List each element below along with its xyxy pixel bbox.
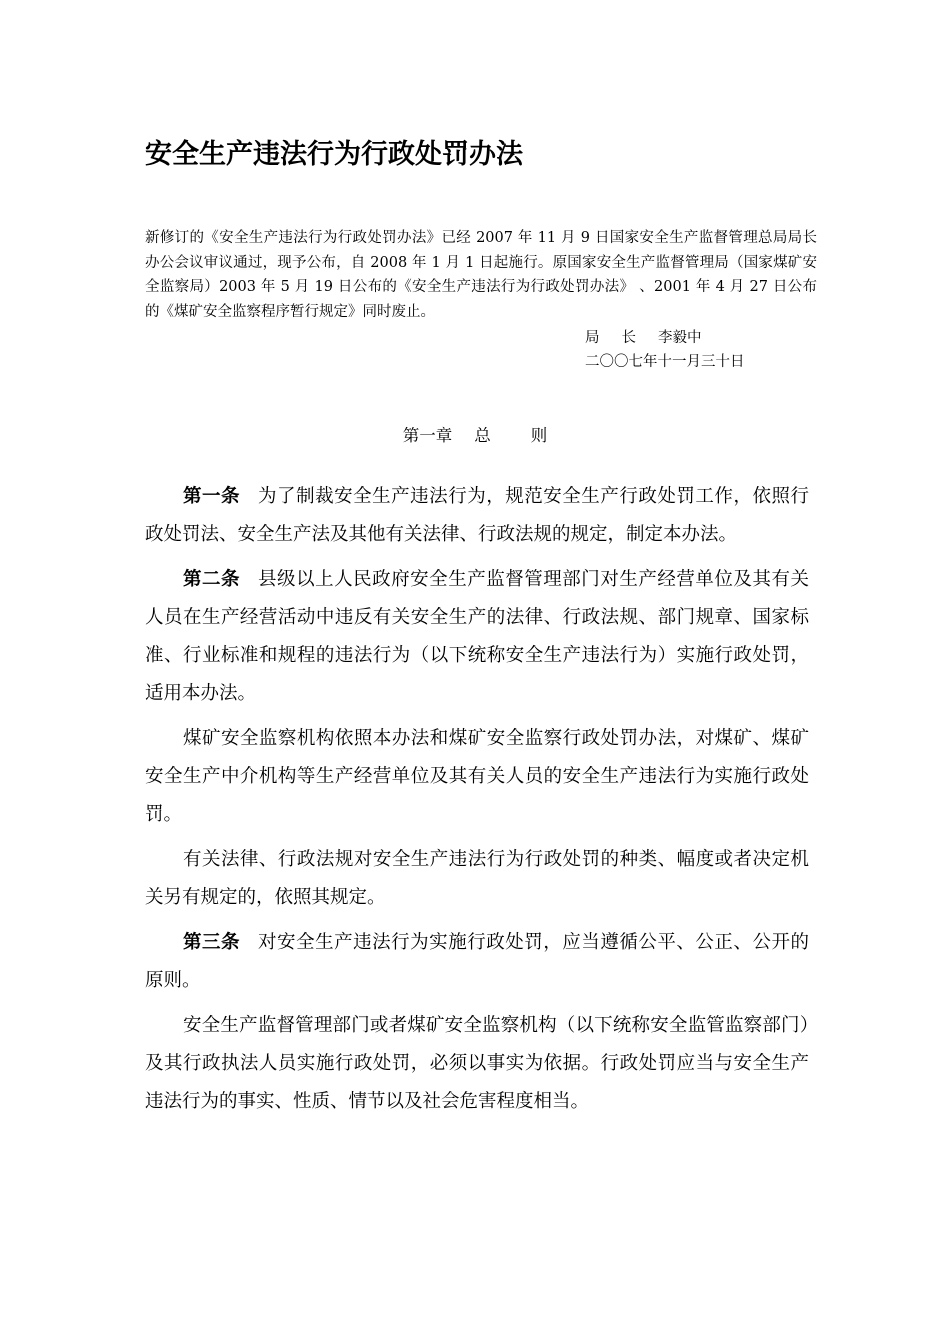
signature-role-part1: 局: [585, 330, 600, 346]
article-paragraph: [145, 478, 809, 554]
signature-block: [585, 326, 702, 350]
article-number: 第三条: [183, 932, 241, 953]
chapter-title-part1: 总: [474, 426, 491, 445]
preamble-notice: 新修订的《安全生产违法行为行政处罚办法》已经 2007 年 11 月 9 日国家安全生产监督管理总局局长办公会议审议通过，现予公布，自 2008 年 1 月 1 日起施行。原国家安全生产监督管理局（国家煤矿安全监察局）2003 年 5 月 19 日公布的《安全生产违法行为行政处罚办法》 、2001 年 4 月 27 日公布的《煤矿安全监察程序暂行规定》同时废止。: [145, 230, 817, 320]
document-title: 安全生产违法行为行政处罚办法: [145, 139, 523, 170]
paragraph-text: 对安全生产违法行为实施行政处罚，应当遵循公平、公正、公开的原则。: [145, 932, 809, 991]
signature-name: 李毅中: [658, 330, 702, 346]
article-paragraph: [145, 561, 809, 713]
article-number: 第二条: [183, 569, 241, 590]
article-paragraph: [145, 1007, 809, 1121]
paragraph-text: 有关法律、行政法规对安全生产违法行为行政处罚的种类、幅度或者决定机关另有规定的，依照其规定。: [145, 849, 809, 908]
chapter-heading: [0, 422, 950, 446]
signature-date: 二〇〇七年十一月三十日: [585, 354, 745, 370]
paragraph-text: 县级以上人民政府安全生产监督管理部门对生产经营单位及其有关人员在生产经营活动中违反有关安全生产的法律、行政法规、部门规章、国家标准、行业标准和规程的违法行为（以下统称安全生产违法行为）实施行政处罚，适用本办法。: [145, 569, 809, 704]
article-paragraph: [145, 720, 809, 834]
article-paragraph: [145, 924, 809, 1000]
signature-role-part2: 长: [621, 330, 636, 346]
paragraph-text: 为了制裁安全生产违法行为，规范安全生产行政处罚工作，依照行政处罚法、安全生产法及其他有关法律、行政法规的规定，制定本办法。: [145, 486, 809, 545]
paragraph-text: 安全生产监督管理部门或者煤矿安全监察机构（以下统称安全监管监察部门）及其行政执法人员实施行政处罚，必须以事实为依据。行政处罚应当与安全生产违法行为的事实、性质、情节以及社会危害程度相当。: [145, 1015, 809, 1112]
chapter-number: 第一章: [402, 426, 453, 445]
paragraph-text: 煤矿安全监察机构依照本办法和煤矿安全监察行政处罚办法，对煤矿、煤矿安全生产中介机构等生产经营单位及其有关人员的安全生产违法行为实施行政处罚。: [145, 728, 809, 825]
article-number: 第一条: [183, 486, 241, 507]
chapter-title-part2: 则: [530, 426, 548, 445]
document-body: [145, 478, 809, 1128]
article-paragraph: [145, 841, 809, 917]
